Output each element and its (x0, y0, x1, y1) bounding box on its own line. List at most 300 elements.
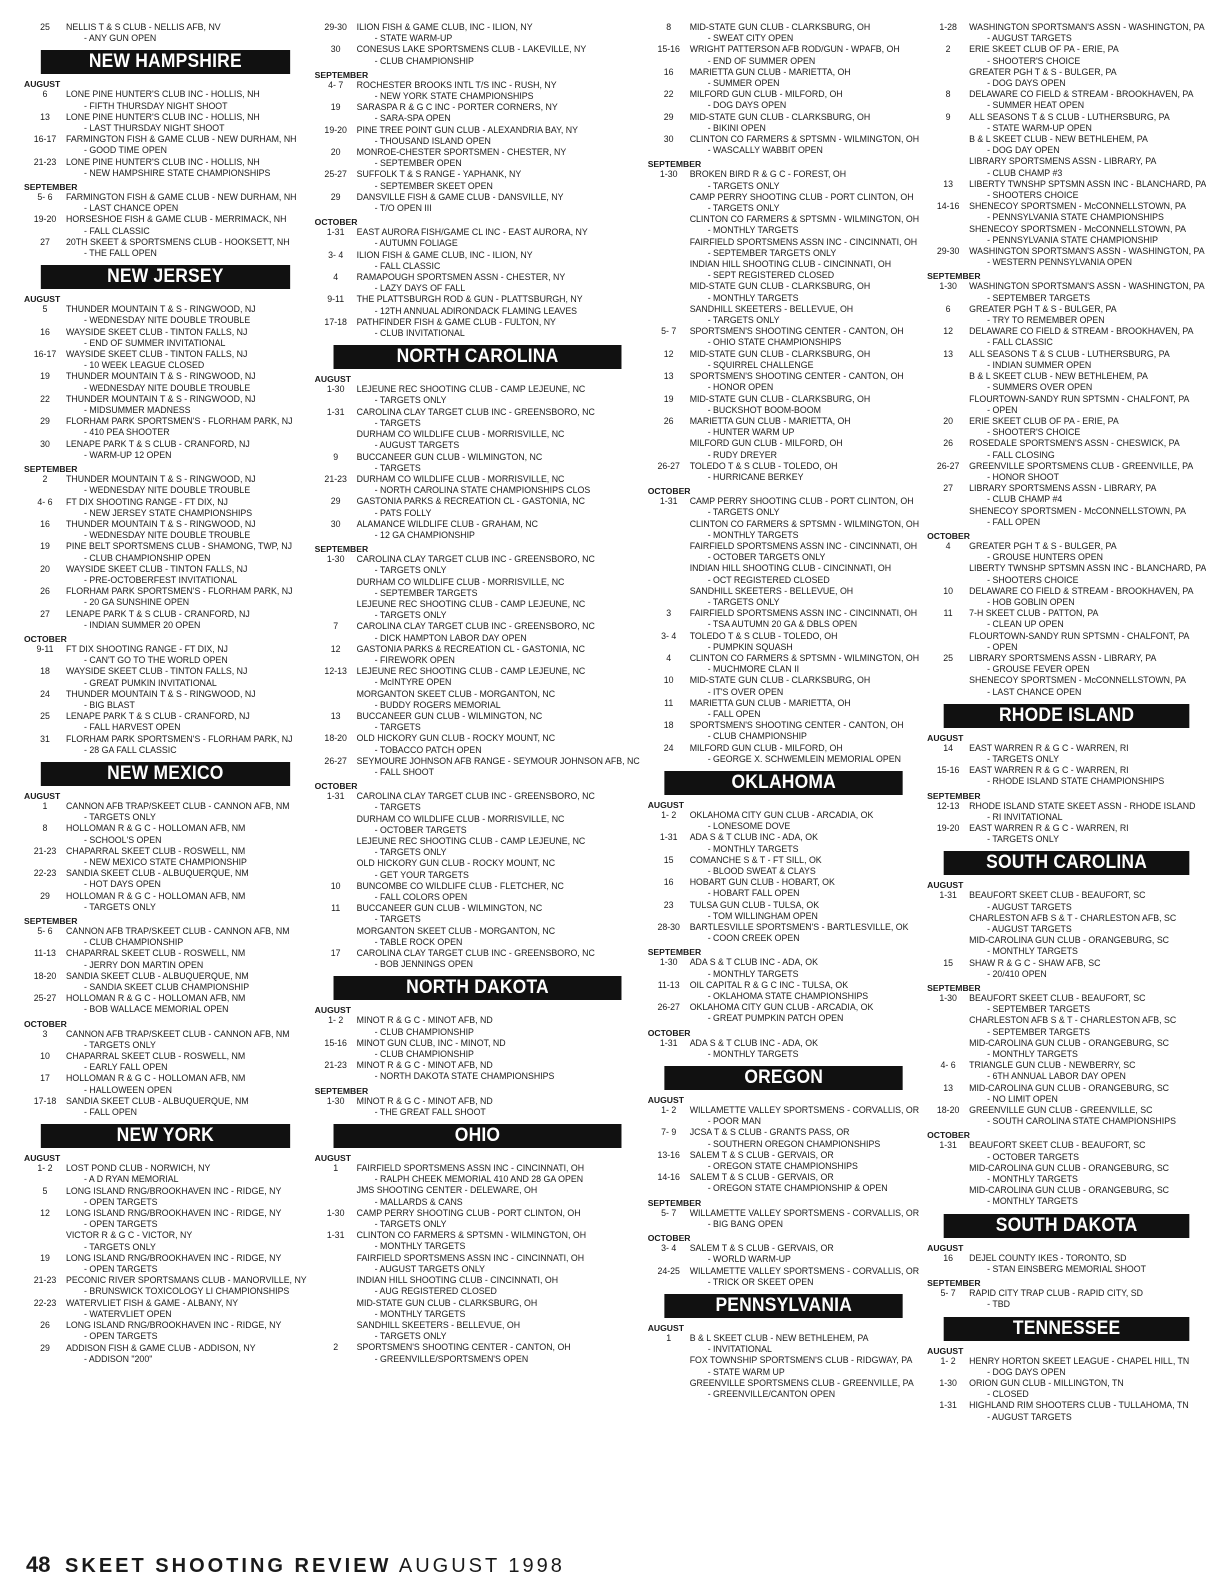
shoot-name: - HONOR SHOOT (987, 471, 1059, 482)
club-location: HOLLOMAN R & G C - HOLLOMAN AFB, NM (66, 993, 246, 1004)
club-location: FLOURTOWN-SANDY RUN SPTSMN - CHALFONT, PA (969, 393, 1190, 404)
shoot-name: - COON CREEK OPEN (707, 933, 800, 944)
event-entry (315, 926, 640, 948)
club-location: ORION GUN CLUB - MILLINGTON, TN (969, 1377, 1124, 1388)
shoot-name: - HURRICANE BERKEY (707, 471, 804, 482)
event-entry (315, 791, 640, 813)
event-details (357, 1208, 640, 1230)
event-date: 31 (40, 733, 50, 744)
shoot-name: - OKLAHOMA STATE CHAMPIONSHIPS (707, 991, 869, 1002)
event-date: 17 (40, 1073, 50, 1084)
event-date: 20 (40, 563, 50, 574)
event-entry (315, 733, 640, 755)
shoot-name: - TARGETS (374, 914, 421, 925)
event-details (357, 102, 640, 124)
event-date: 13-16 (657, 1149, 680, 1160)
club-location: WAYSIDE SKEET CLUB - TINTON FALLS, NJ (66, 666, 248, 677)
club-location: B & L SKEET CLUB - NEW BETHLEHEM, PA (969, 371, 1148, 382)
event-details (357, 1275, 640, 1297)
event-details (690, 855, 919, 877)
event-entry (24, 1230, 307, 1252)
event-details (690, 169, 919, 191)
event-date: 2 (945, 44, 951, 55)
event-date: 29-30 (324, 22, 347, 32)
event-details (969, 1185, 1206, 1207)
event-entry (315, 1342, 640, 1364)
event-details (969, 1400, 1206, 1422)
shoot-name: - GEORGE X. SCHWEMLEIN MEMORIAL OPEN (707, 753, 901, 764)
event-details (969, 1083, 1206, 1105)
shoot-name: - OPEN TARGETS (84, 1219, 158, 1230)
event-date: 1-28 (939, 22, 957, 32)
club-location: HOLLOMAN R & G C - HOLLOMAN AFB, NM (66, 890, 246, 901)
shoot-name: - TOBACCO PATCH OPEN (374, 744, 482, 755)
event-details (690, 304, 919, 326)
shoot-name: - McINTYRE OPEN (374, 677, 452, 688)
club-location: CHARLESTON AFB S & T - CHARLESTON AFB, SC (969, 1015, 1177, 1026)
event-date: 13 (330, 710, 341, 721)
event-details (66, 1298, 307, 1320)
event-entry (315, 519, 640, 541)
event-date: 1-30 (326, 554, 345, 565)
shoot-name: - STATE WARM UP (707, 1366, 785, 1377)
club-location: THUNDER MOUNTAIN T & S - RINGWOOD, NJ (66, 474, 256, 485)
event-details (357, 756, 640, 778)
club-location: GASTONIA PARKS & RECREATION CL - GASTONIA, NC (356, 643, 585, 654)
club-location: HORSESHOE FISH & GAME CLUB - MERRIMACK, NH (66, 214, 287, 225)
shoot-name: - TOM WILLINGHAM OPEN (707, 910, 818, 921)
event-date: 1 (42, 800, 48, 811)
event-entry (927, 993, 1206, 1015)
shoot-name: - NORTH CAROLINA STATE CHAMPIONSHIPS CLOS (374, 485, 591, 496)
club-location: INDIAN HILL SHOOTING CLUB - CINCINNATI, OH (689, 563, 892, 574)
event-date: 25-27 (33, 993, 57, 1004)
club-location: MID-CAROLINA GUN CLUB - ORANGEBURG, SC (969, 1037, 1170, 1048)
event-details (357, 1163, 640, 1185)
shoot-name: - BIG BLAST (84, 699, 135, 710)
state-heading: TENNESSEE (944, 1317, 1190, 1341)
club-location: CANNON AFB TRAP/SKEET CLUB - CANNON AFB, NM (66, 1028, 290, 1039)
shoot-name: - SUMMER OPEN (707, 78, 780, 89)
event-entry (648, 922, 919, 944)
event-date: 27 (943, 483, 954, 494)
event-entry (315, 1253, 640, 1275)
month-heading: AUGUST (24, 790, 61, 801)
shoot-name: - MUCHMORE CLAN II (707, 664, 800, 675)
event-details (690, 631, 919, 653)
event-entry (315, 836, 640, 858)
event-entry (648, 675, 919, 697)
event-date: 13 (943, 348, 954, 359)
shoot-name: - SEPTEMBER TARGETS (374, 587, 478, 598)
club-location: FARMINGTON FISH & GAME CLUB - NEW DURHAM, NH (66, 192, 297, 203)
event-entry (648, 900, 919, 922)
shoot-name: - FALL SHOOT (374, 766, 434, 777)
event-entry (927, 112, 1206, 134)
event-details (357, 1038, 640, 1060)
event-date: 25 (40, 22, 50, 32)
club-location: THE PLATTSBURGH ROD & GUN - PLATTSBURGH, NY (356, 294, 583, 305)
shoot-name: - WEDNESDAY NITE DOUBLE TROUBLE (84, 315, 251, 326)
event-details (357, 836, 640, 858)
event-date: 21-23 (33, 1275, 57, 1286)
event-details (690, 1105, 919, 1127)
event-details (969, 1140, 1206, 1162)
club-location: LEJEUNE REC SHOOTING CLUB - CAMP LEJEUNE, NC (356, 384, 586, 395)
shoot-name: - OPEN TARGETS (84, 1196, 158, 1207)
event-details (357, 577, 640, 599)
event-details (690, 653, 919, 675)
event-entry (927, 506, 1206, 528)
club-location: 20TH SKEET & SPORTSMENS CLUB - HOOKSETT, NH (66, 236, 290, 247)
event-details (66, 371, 307, 393)
month-heading: OCTOBER (314, 217, 358, 228)
month-heading: OCTOBER (314, 781, 358, 792)
event-details (690, 810, 919, 832)
state-heading: NEW JERSEY (41, 265, 290, 289)
club-location: THUNDER MOUNTAIN T & S - RINGWOOD, NJ (66, 371, 256, 382)
event-entry (315, 227, 640, 249)
event-date: 1 (666, 1332, 672, 1343)
shoot-name: - AUG REGISTERED CLOSED (374, 1286, 497, 1297)
shoot-name: - TARGETS ONLY (707, 203, 780, 214)
club-location: MINOT R & G C - MINOT AFB, ND (356, 1095, 493, 1106)
event-entry (315, 1208, 640, 1230)
club-location: B & L SKEET CLUB - NEW BETHLEHEM, PA (689, 1332, 869, 1343)
club-location: MID-STATE GUN CLUB - CLARKSBURG, OH (689, 22, 871, 32)
club-location: SALEM T & S CLUB - GERVAIS, OR (689, 1243, 834, 1254)
event-details (690, 22, 919, 44)
event-details (690, 563, 919, 585)
shoot-name: - INVITATIONAL (707, 1344, 772, 1355)
shoot-name: - TABLE ROCK OPEN (374, 936, 463, 947)
event-details (969, 1038, 1206, 1060)
event-details (969, 1060, 1206, 1082)
event-date: 16-17 (33, 349, 57, 360)
event-details (357, 496, 640, 518)
event-details (969, 483, 1206, 505)
shoot-name: - PATS FOLLY (374, 507, 432, 518)
club-location: LENAPE PARK T & S CLUB - CRANFORD, NJ (66, 438, 250, 449)
club-location: LONE PINE HUNTER'S CLUB INC - HOLLIS, NH (66, 111, 260, 122)
event-entry (648, 980, 919, 1002)
event-entry (927, 935, 1206, 957)
shoot-name: - 20/410 OPEN (987, 968, 1047, 979)
event-details (66, 327, 307, 349)
club-location: DURHAM CO WILDLIFE CLUB - MORRISVILLE, NC (356, 576, 565, 587)
event-details (66, 586, 307, 608)
schedule-page (24, 22, 1206, 1522)
event-details (969, 608, 1206, 630)
event-date: 2 (42, 474, 48, 485)
event-details (969, 326, 1206, 348)
club-location: SUFFOLK T & S RANGE - YAPHANK, NY (356, 169, 522, 180)
shoot-name: - TARGETS ONLY (987, 753, 1059, 764)
event-details (66, 644, 307, 666)
shoot-name: - GROUSE HUNTERS OPEN (987, 552, 1103, 563)
event-entry (927, 653, 1206, 675)
event-details (66, 89, 307, 111)
shoot-name: - GREENVILLE/CANTON OPEN (707, 1388, 836, 1399)
event-entry (927, 1356, 1206, 1378)
shoot-name: - BUDDY ROGERS MEMORIAL (374, 699, 501, 710)
event-entry (315, 496, 640, 518)
club-location: FAIRFIELD SPORTSMENS ASSN INC - CINCINNATI, OH (689, 236, 918, 247)
column-3 (648, 22, 919, 1522)
event-date: 30 (663, 134, 674, 145)
event-date: 3- 4 (328, 249, 344, 260)
event-date: 30 (40, 438, 50, 449)
event-details (66, 846, 307, 868)
event-details (357, 407, 640, 429)
event-details (690, 1150, 919, 1172)
event-entry (24, 1298, 307, 1320)
event-date: 1-31 (939, 1400, 957, 1411)
event-entry (648, 416, 919, 438)
event-details (690, 438, 919, 460)
event-date: 19-20 (324, 124, 347, 135)
state-heading: OHIO (333, 1124, 621, 1148)
event-details (690, 237, 919, 259)
event-details (357, 519, 640, 541)
shoot-name: - MONTHLY TARGETS (707, 292, 799, 303)
event-entry (648, 371, 919, 393)
state-heading: SOUTH DAKOTA (944, 1214, 1190, 1238)
column-2 (315, 22, 640, 1522)
club-location: WASHINGTON SPORTSMAN'S ASSN - WASHINGTON, PA (969, 246, 1205, 257)
shoot-name: - MONTHLY TARGETS (374, 1308, 466, 1319)
event-entry (315, 711, 640, 733)
event-entry (24, 304, 307, 326)
event-details (690, 67, 919, 89)
event-details (690, 877, 919, 899)
event-details (969, 394, 1206, 416)
month-heading: AUGUST (647, 1095, 684, 1106)
event-details (66, 416, 307, 438)
club-location: ERIE SKEET CLUB OF PA - ERIE, PA (969, 415, 1119, 426)
event-details (66, 1163, 307, 1185)
event-details (357, 814, 640, 836)
shoot-name: - MONTHLY TARGETS (707, 843, 799, 854)
event-entry (927, 371, 1206, 393)
event-entry (927, 1083, 1206, 1105)
shoot-name: - OREGON STATE CHAMPIONSHIPS (707, 1161, 858, 1172)
shoot-name: - NEW HAMPSHIRE STATE CHAMPIONSHIPS (84, 167, 271, 178)
shoot-name: - PRE-OCTOBERFEST INVITATIONAL (84, 574, 238, 585)
shoot-name: - SOUTH CAROLINA STATE CHAMPIONSHIPS (987, 1116, 1176, 1127)
club-location: WILLAMETTE VALLEY SPORTSMENS - CORVALLIS, OR (689, 1265, 920, 1276)
event-details (357, 80, 640, 102)
event-date: 29 (40, 416, 50, 427)
event-date: 21-23 (324, 473, 347, 484)
event-entry (648, 1105, 919, 1127)
event-date: 1-30 (659, 169, 678, 180)
event-details (66, 157, 307, 179)
club-location: THUNDER MOUNTAIN T & S - RINGWOOD, NJ (66, 688, 256, 699)
event-entry (648, 743, 919, 765)
event-date: 21-23 (33, 156, 57, 167)
event-date: 5- 6 (37, 192, 53, 203)
event-date: 18-20 (33, 970, 57, 981)
event-details (357, 474, 640, 496)
event-date: 26 (40, 586, 50, 597)
event-details (357, 317, 640, 339)
event-date: 1-31 (659, 496, 678, 507)
shoot-name: - STATE WARM-UP OPEN (987, 122, 1092, 133)
event-details (690, 1208, 919, 1230)
event-entry (24, 237, 307, 259)
column-4 (927, 22, 1206, 1522)
event-entry (927, 631, 1206, 653)
event-details (690, 922, 919, 944)
shoot-name: - TARGETS (374, 462, 421, 473)
club-location: INDIAN HILL SHOOTING CLUB - CINCINNATI, OH (356, 1275, 559, 1286)
club-location: CAMP PERRY SHOOTING CLUB - PORT CLINTON, OH (356, 1207, 581, 1218)
event-entry (24, 1163, 307, 1185)
shoot-name: - LAST CHANCE OPEN (84, 203, 179, 214)
event-date: 17 (330, 948, 341, 959)
club-location: LEJEUNE REC SHOOTING CLUB - CAMP LEJEUNE, NC (356, 836, 586, 846)
club-location: SHENECOY SPORTSMEN - McCONNELLSTOWN, PA (969, 223, 1186, 234)
club-location: CLINTON CO FARMERS & SPTSMN - WILMINGTON, OH (689, 518, 920, 529)
club-location: FT DIX SHOOTING RANGE - FT DIX, NJ (66, 643, 228, 654)
shoot-name: - LONESOME DOVE (707, 821, 791, 832)
event-entry (927, 156, 1206, 178)
event-entry (24, 1051, 307, 1073)
month-heading: AUGUST (24, 79, 61, 90)
club-location: MORGANTON SKEET CLUB - MORGANTON, NC (356, 925, 556, 936)
event-entry (24, 644, 307, 666)
event-details (969, 1163, 1206, 1185)
event-entry (24, 993, 307, 1015)
event-entry (927, 586, 1206, 608)
event-date: 26-27 (657, 1002, 680, 1013)
event-details (66, 474, 307, 496)
event-details (357, 621, 640, 643)
shoot-name: - FALL COLORS OPEN (374, 892, 468, 903)
club-location: WILLAMETTE VALLEY SPORTSMENS - CORVALLIS, OR (689, 1105, 920, 1116)
event-date: 30 (330, 518, 341, 529)
event-details (66, 823, 307, 845)
club-location: DANSVILLE FISH & GAME CLUB - DANSVILLE, NY (356, 191, 564, 202)
club-location: TOLEDO T & S CLUB - TOLEDO, OH (689, 460, 838, 471)
event-date: 12 (943, 326, 954, 337)
month-heading: AUGUST (314, 1005, 351, 1016)
shoot-name: - SANDIA SKEET CLUB CHAMPIONSHIP (84, 982, 250, 993)
event-details (690, 980, 919, 1002)
event-details (357, 147, 640, 169)
event-entry (927, 1185, 1206, 1207)
event-details (357, 22, 640, 44)
event-date: 16 (663, 877, 674, 888)
event-entry (315, 858, 640, 880)
event-entry (315, 903, 640, 925)
club-location: EAST AURORA FISH/GAME CL INC - EAST AURORA, NY (356, 227, 588, 238)
event-details (690, 416, 919, 438)
event-entry (927, 913, 1206, 935)
club-location: CAMP PERRY SHOOTING CLUB - PORT CLINTON, OH (689, 191, 914, 202)
club-location: TOLEDO T & S CLUB - TOLEDO, OH (689, 630, 838, 641)
event-date: 15 (943, 957, 954, 968)
event-details (66, 1253, 307, 1275)
event-date: 1-31 (326, 406, 345, 417)
event-entry (927, 675, 1206, 697)
event-details (66, 689, 307, 711)
shoot-name: - END OF SUMMER INVITATIONAL (84, 337, 226, 348)
event-entry (648, 461, 919, 483)
club-location: BEAUFORT SKEET CLUB - BEAUFORT, SC (969, 890, 1146, 901)
event-entry (315, 102, 640, 124)
column-1 (24, 22, 307, 1522)
shoot-name: - SOUTHERN OREGON CHAMPIONSHIPS (707, 1138, 881, 1149)
shoot-name: - SARA-SPA OPEN (374, 113, 451, 124)
event-entry (648, 832, 919, 854)
shoot-name: - TARGETS ONLY (707, 315, 780, 326)
event-date: 29 (663, 111, 674, 122)
month-heading: OCTOBER (24, 633, 67, 644)
event-entry (927, 1163, 1206, 1185)
event-date: 12-13 (324, 666, 347, 677)
club-location: JMS SHOOTING CENTER - DELEWARE, OH (356, 1185, 538, 1196)
event-date: 16 (663, 66, 674, 77)
club-location: FLORHAM PARK SPORTSMEN'S - FLORHAM PARK, NJ (66, 416, 293, 427)
club-location: LOST POND CLUB - NORWICH, NY (66, 1163, 211, 1174)
event-date: 10 (943, 585, 954, 596)
event-details (66, 22, 307, 44)
club-location: FOX TOWNSHIP SPORTSMEN'S CLUB - RIDGWAY, PA (689, 1355, 913, 1366)
event-details (357, 125, 640, 147)
event-date: 8 (666, 22, 672, 32)
event-entry (648, 1172, 919, 1194)
shoot-name: - RALPH CHEEK MEMORIAL 410 AND 28 GA OPEN (374, 1174, 584, 1185)
month-heading: SEPTEMBER (314, 544, 369, 555)
event-details (66, 1343, 307, 1365)
event-details (357, 644, 640, 666)
event-entry (648, 134, 919, 156)
club-location: DEJEL COUNTY IKES - TORONTO, SD (969, 1252, 1127, 1263)
event-details (690, 134, 919, 156)
event-entry (927, 1378, 1206, 1400)
club-location: RAMAPOUGH SPORTSMEN ASSN - CHESTER, NY (356, 272, 566, 283)
club-location: EAST WARREN R & G C - WARREN, RI (969, 765, 1129, 776)
event-date: 1-30 (326, 1207, 345, 1218)
shoot-name: - 12 GA CHAMPIONSHIP (374, 529, 475, 540)
event-entry (315, 621, 640, 643)
event-details (357, 250, 640, 272)
club-location: FLORHAM PARK SPORTSMEN'S - FLORHAM PARK, NJ (66, 733, 293, 744)
club-location: MID-CAROLINA GUN CLUB - ORANGEBURG, SC (969, 935, 1170, 946)
shoot-name: - OREGON STATE CHAMPIONSHIP & OPEN (707, 1183, 888, 1194)
event-entry (24, 214, 307, 236)
shoot-name: - CAN'T GO TO THE WORLD OPEN (84, 655, 228, 666)
event-date: 4 (945, 540, 951, 551)
shoot-name: - LAST CHANCE OPEN (987, 686, 1082, 697)
event-entry (648, 586, 919, 608)
club-location: EAST WARREN R & G C - WARREN, RI (969, 742, 1129, 753)
event-entry (927, 890, 1206, 912)
event-date: 1-30 (939, 281, 957, 292)
shoot-name: - GREAT PUMPKIN PATCH OPEN (707, 1013, 844, 1024)
club-location: RHODE ISLAND STATE SKEET ASSN - RHODE ISLAND (969, 800, 1196, 811)
event-entry (24, 1096, 307, 1118)
club-location: MARIETTA GUN CLUB - MARIETTA, OH (689, 697, 851, 708)
club-location: THUNDER MOUNTAIN T & S - RINGWOOD, NJ (66, 518, 256, 529)
event-entry (24, 112, 307, 134)
event-date: 5- 7 (661, 1207, 677, 1218)
event-details (66, 214, 307, 236)
shoot-name: - WASCALLY WABBIT OPEN (707, 145, 823, 156)
shoot-name: - IT'S OVER OPEN (707, 686, 784, 697)
